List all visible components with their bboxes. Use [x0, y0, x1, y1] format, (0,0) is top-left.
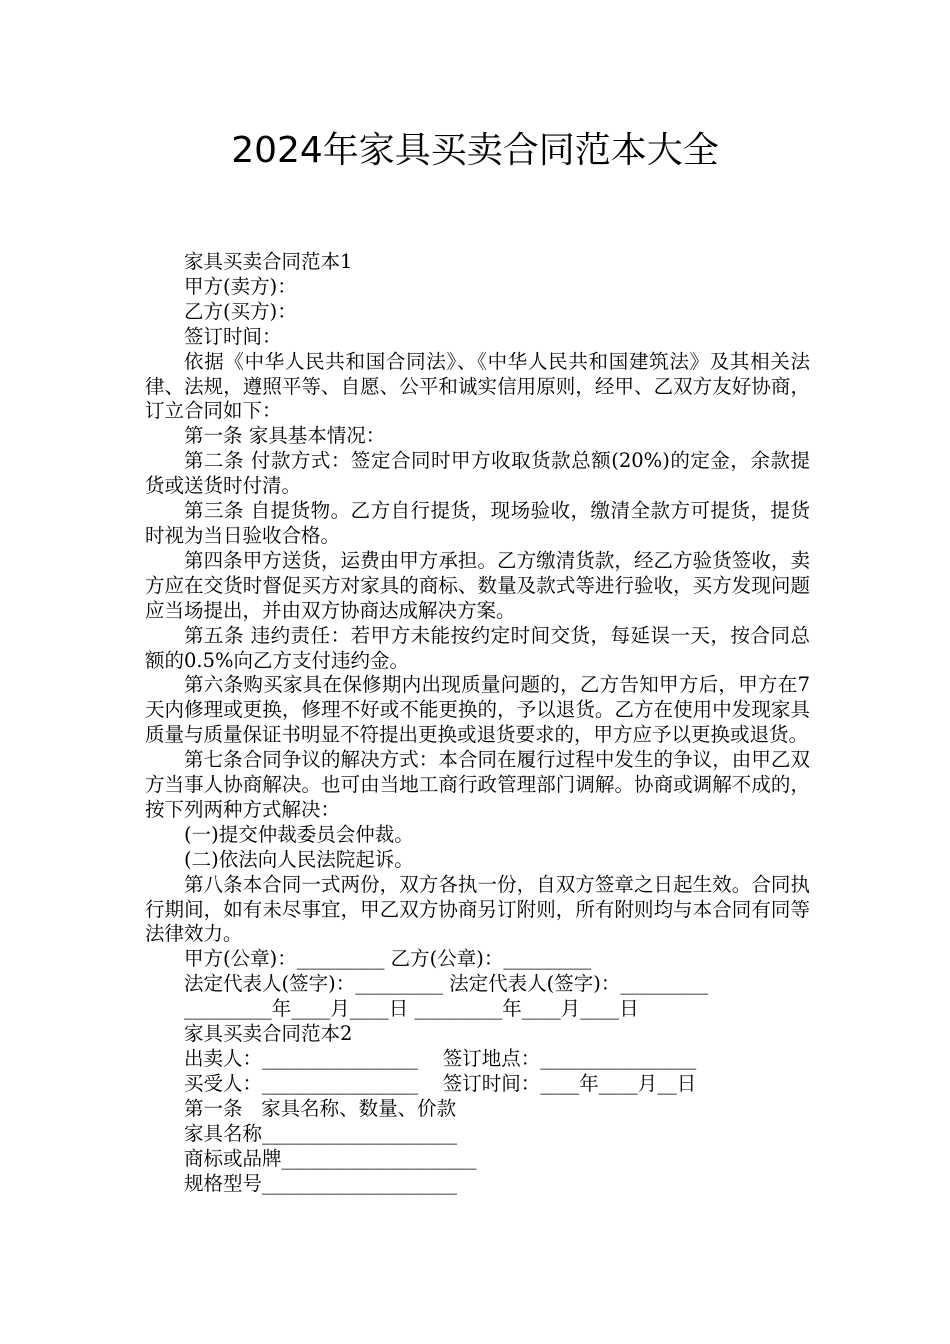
sign-date-line: 签订时间： — [184, 324, 282, 348]
signature-date-line: _________年____月____日 _________年____月____日 — [184, 997, 639, 1021]
article-4: 第四条甲方送货，运费由甲方承担。乙方缴清货款，经乙方验货签收，卖方应在交货时督促买方对家具的商标、数量及款式等进行验收，买方发现问题应当场提出，并由双方协商达成解决方案。 — [145, 548, 810, 622]
party-b-line: 乙方(买方)： — [184, 299, 297, 323]
section-heading-1: 家具买卖合同范本1 — [184, 250, 353, 273]
article-2: 第二条 付款方式：签定合同时甲方收取货款总额(20%)的定金，余款提货或送货时付清。 — [145, 449, 810, 498]
representative-line: 法定代表人(签字)：_________ 法定代表人(签字)：_________ — [184, 972, 709, 996]
seal-line: 甲方(公章)：_________ 乙方(公章)：_________ — [184, 947, 592, 971]
party-a-line: 甲方(卖方)： — [184, 274, 297, 298]
document-body — [145, 250, 810, 1196]
brand-line: 商标或品牌____________________ — [184, 1146, 477, 1170]
article-7: 第七条合同争议的解决方式：本合同在履行过程中发生的争议，由甲乙双方当事人协商解决。也可由当地工商行政管理部门调解。协商或调解不成的，按下列两种方式解决： — [145, 748, 810, 821]
article-8: 第八条本合同一式两份，双方各执一份，自双方签章之日起生效。合同执行期间，如有未尽事宜，甲乙双方协商另订附则，所有附则均与本合同有同等法律效力。 — [145, 872, 810, 946]
dispute-option-2: (二)依法向人民法院起诉。 — [184, 847, 414, 871]
article-5: 第五条 违约责任：若甲方未能按约定时间交货，每延误一天，按合同总额的0.5%向乙方支付违约金。 — [145, 623, 810, 672]
buyer-time-line: 买受人：________________ 签订时间：____年____月__日 — [184, 1071, 697, 1095]
furniture-name-line: 家具名称____________________ — [184, 1121, 458, 1145]
article-6: 第六条购买家具在保修期内出现质量问题的，乙方告知甲方后，甲方在7天内修理或更换，修理不好或不能更换的，予以退货。乙方在使用中发现家具质量与质量保证书明显不符提出更换或退货要求的，甲方应予以更换或退货。 — [145, 673, 810, 747]
clause-1-heading: 第一条 家具名称、数量、价款 — [184, 1096, 457, 1120]
section-heading-2: 家具买卖合同范本2 — [184, 1022, 353, 1046]
model-line: 规格型号____________________ — [184, 1171, 458, 1195]
article-1: 第一条 家具基本情况： — [184, 424, 386, 448]
dispute-option-1: (一)提交仲裁委员会仲裁。 — [184, 822, 414, 846]
preamble-paragraph: 依据《中华人民共和国合同法》、《中华人民共和国建筑法》及其相关法律、法规，遵照平等、自愿、公平和诚实信用原则，经甲、乙双方友好协商，订立合同如下： — [145, 349, 810, 423]
seller-location-line: 出卖人：________________ 签订地点：________________ — [184, 1047, 697, 1070]
document-title: 2024年家具买卖合同范本大全 — [231, 130, 719, 171]
article-3: 第三条 自提货物。乙方自行提货，现场验收，缴清全款方可提货，提货时视为当日验收合格。 — [145, 499, 810, 547]
